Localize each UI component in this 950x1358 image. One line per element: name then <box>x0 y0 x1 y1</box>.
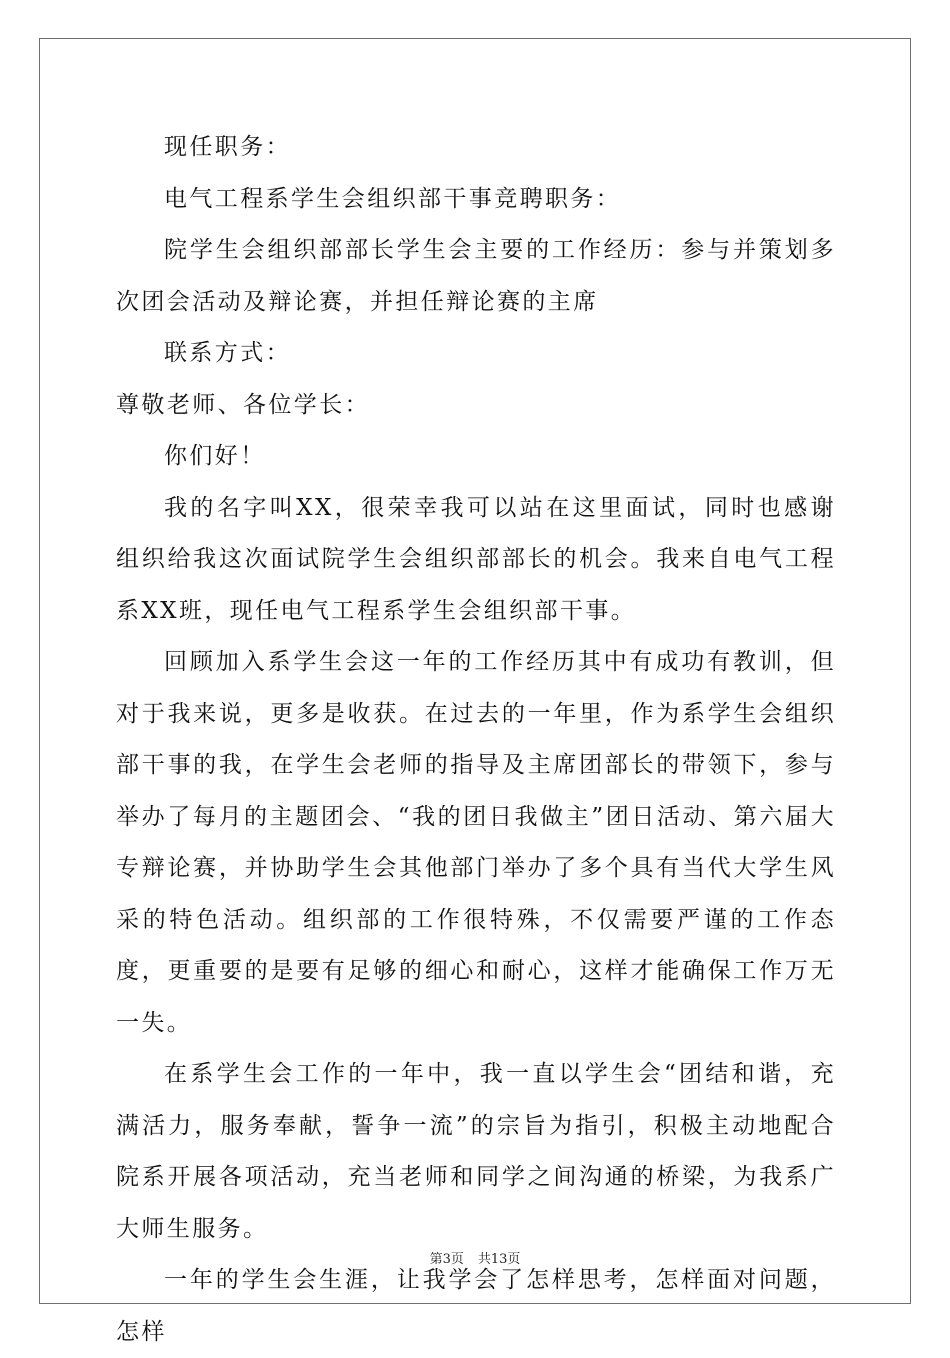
page-number: 第3页 <box>429 1252 464 1267</box>
paragraph-review: 回顾加入系学生会这一年的工作经历其中有成功有教训，但对于我来说，更多是收获。在过去的一年里，作为系学生会组织部干事的我，在学生会老师的指导及主席团部长的带领下，参与举办了每月的主题团会、“我的团日我做主”团日活动、第六届大专辩论赛，并协助学生会其他部门举办了多个具有当代大学生风采的特色活动。组织部的工作很特殊，不仅需要严谨的工作态度，更重要的是要有足够的细心和耐心，这样才能确保工作万无一失。 <box>116 649 836 1036</box>
page-total: 共13页 <box>477 1252 521 1267</box>
paragraph-greeting: 你们好！ <box>164 443 266 469</box>
paragraph-contact: 联系方式： <box>164 340 291 366</box>
paragraph-reflection: 一年的学生会生涯，让我学会了怎样思考，怎样面对问题，怎样 <box>116 1267 836 1345</box>
paragraph-salutation: 尊敬老师、各位学长： <box>116 391 370 418</box>
paragraph-work-experience: 院学生会组织部部长学生会主要的工作经历：参与并策划多次团会活动及辩论赛，并担任辩论赛的主席 <box>116 237 836 315</box>
document-body <box>116 122 836 1358</box>
paragraph-current-position: 现任职务： <box>164 134 291 160</box>
page-footer <box>0 1248 950 1267</box>
paragraph-introduction: 我的名字叫XX，很荣幸我可以站在这里面试，同时也感谢组织给我这次面试院学生会组织部部长的机会。我来自电气工程系XX班，现任电气工程系学生会组织部干事。 <box>116 494 836 624</box>
paragraph-candidate-position: 电气工程系学生会组织部干事竞聘职务： <box>164 185 622 212</box>
paragraph-purpose: 在系学生会工作的一年中，我一直以学生会“团结和谐，充满活力，服务奉献，誓争一流”的宗旨为指引，积极主动地配合院系开展各项活动，充当老师和同学之间沟通的桥梁，为我系广大师生服务。 <box>116 1061 836 1242</box>
